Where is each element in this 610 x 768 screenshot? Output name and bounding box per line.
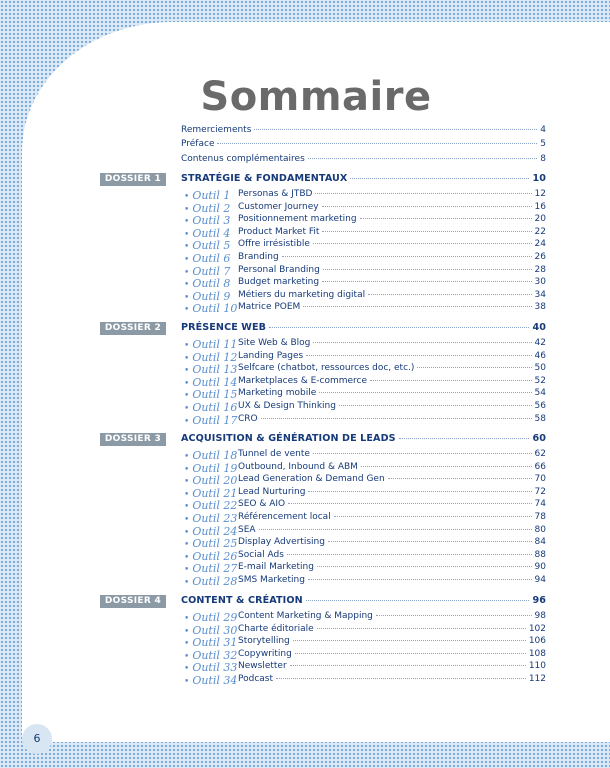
dot-leader	[313, 243, 532, 244]
dot-leader	[295, 653, 526, 654]
outil-number	[184, 252, 240, 265]
bullet-dot: •	[184, 677, 190, 687]
entry-page: 54	[534, 388, 546, 399]
entry-page: 96	[532, 595, 546, 606]
outil-number	[184, 227, 240, 240]
dot-leader	[313, 453, 532, 454]
outil-label: Outil 28	[192, 575, 238, 588]
outil-number	[184, 611, 240, 624]
dot-leader	[259, 529, 532, 530]
tool-entry[interactable]	[238, 661, 546, 674]
outil-label: Outil 9	[192, 289, 231, 303]
outil-number	[184, 302, 240, 315]
tool-entry[interactable]	[238, 388, 546, 401]
entry-label: Marketplaces & E-commerce	[238, 375, 368, 386]
tool-entry[interactable]	[238, 512, 546, 525]
entry-page: 74	[534, 499, 546, 510]
tool-entry[interactable]	[238, 611, 546, 624]
bullet-dot: •	[184, 639, 190, 650]
entry-page: 46	[534, 350, 546, 361]
outil-label: Outil 30	[192, 623, 238, 637]
outil-label: Outil 27	[192, 562, 238, 576]
entry-page: 66	[534, 461, 546, 472]
dossier-badge: DOSSIER 3	[100, 433, 166, 446]
tool-entry[interactable]	[238, 202, 546, 215]
entry-label: Lead Generation & Demand Gen	[238, 474, 385, 485]
outil-label: Outil 21	[192, 486, 238, 500]
bullet-dot: •	[184, 626, 190, 637]
bullet-dot: •	[184, 552, 190, 563]
entry-page: 30	[534, 277, 546, 288]
outil-label: Outil 3	[192, 214, 231, 228]
entry-page: 28	[534, 264, 546, 275]
bullet-dot: •	[184, 378, 190, 389]
entry-page: 52	[534, 375, 546, 386]
tool-entry[interactable]	[238, 624, 546, 637]
entry-page: 20	[534, 214, 546, 225]
entry-page: 78	[534, 512, 546, 522]
dot-leader	[319, 392, 531, 393]
outil-number	[184, 499, 240, 512]
bullet-dot: •	[184, 404, 190, 414]
bullet-dot: •	[184, 255, 190, 265]
dossier-badge: DOSSIER 2	[100, 322, 166, 335]
entry-label: SMS Marketing	[238, 575, 305, 585]
bullet-dot: •	[184, 242, 190, 253]
dossier-badge: DOSSIER 4	[100, 595, 166, 608]
tool-entry[interactable]	[238, 550, 546, 563]
outil-number	[184, 214, 240, 227]
outil-label: Outil 34	[192, 674, 238, 687]
outil-number	[184, 401, 240, 414]
entry-label: Podcast	[238, 674, 274, 684]
dot-leader	[376, 615, 532, 616]
tool-entry[interactable]	[238, 649, 546, 662]
tool-entry[interactable]	[238, 265, 546, 278]
entry-label: Landing Pages	[238, 350, 304, 361]
outil-label: Outil 18	[192, 449, 238, 462]
tool-entry[interactable]	[238, 227, 546, 240]
entry-page: 106	[528, 636, 546, 647]
entry-page: 56	[534, 401, 546, 411]
outil-number	[184, 474, 240, 487]
dot-leader	[417, 367, 531, 368]
tool-entry[interactable]	[238, 239, 546, 252]
entry-label: Tunnel de vente	[238, 449, 310, 459]
entry-label: SEO & AIO	[238, 499, 286, 510]
outil-label: Outil 14	[192, 375, 238, 389]
dot-leader	[217, 143, 537, 144]
outil-label: Outil 22	[192, 499, 238, 513]
entry-label: Product Market Fit	[238, 226, 320, 237]
outil-number	[184, 575, 240, 588]
dot-leader	[399, 438, 530, 439]
outil-label: Outil 26	[192, 549, 238, 563]
entry-label: Référencement local	[238, 512, 331, 522]
entry-page: 80	[534, 524, 546, 535]
outil-label: Outil 1	[192, 189, 231, 202]
outil-number	[184, 537, 240, 550]
entry-label: Display Advertising	[238, 537, 325, 548]
outil-label: Outil 2	[192, 201, 231, 215]
outil-label: Outil 8	[192, 277, 231, 291]
outil-number	[184, 636, 240, 649]
bullet-dot: •	[184, 452, 190, 462]
page-number: 6	[22, 724, 52, 754]
tool-entry[interactable]	[238, 338, 546, 351]
tool-entry[interactable]	[238, 290, 546, 303]
tool-entry[interactable]	[238, 414, 546, 427]
dot-leader	[322, 281, 531, 282]
entry-label: Préface	[181, 139, 215, 149]
entry-label: Budget marketing	[238, 277, 320, 288]
entry-label: ACQUISITION & GÉNÉRATION DE LEADS	[181, 433, 396, 444]
dot-leader	[370, 380, 532, 381]
dot-leader	[323, 269, 532, 270]
outil-number	[184, 487, 240, 500]
outil-label: Outil 12	[192, 350, 238, 364]
entry-label: UX & Design Thinking	[238, 401, 336, 411]
toc-entry[interactable]	[181, 125, 546, 138]
tool-entry[interactable]	[238, 575, 546, 588]
entry-page: 38	[534, 302, 546, 313]
dot-leader	[290, 665, 526, 666]
bullet-dot: •	[184, 353, 190, 364]
entry-page: 98	[534, 611, 546, 621]
outil-number	[184, 525, 240, 538]
bullet-dot: •	[184, 502, 190, 513]
tool-entry[interactable]	[238, 499, 546, 512]
outil-number	[184, 414, 240, 427]
entry-page: 4	[540, 125, 546, 135]
dot-leader	[361, 466, 532, 467]
dot-leader	[306, 600, 530, 601]
dot-leader	[322, 231, 531, 232]
entry-label: Remerciements	[181, 125, 252, 135]
bullet-dot: •	[184, 305, 190, 316]
bullet-dot: •	[184, 292, 190, 303]
outil-label: Outil 5	[192, 239, 231, 253]
entry-label: PRÉSENCE WEB	[181, 322, 267, 333]
toc-entry[interactable]	[181, 139, 546, 152]
dot-leader	[315, 193, 531, 194]
bullet-dot: •	[184, 280, 190, 291]
entry-label: Personal Branding	[238, 264, 320, 275]
outil-number	[184, 462, 240, 475]
entry-page: 42	[534, 338, 546, 348]
entry-page: 10	[532, 173, 546, 184]
tool-entry[interactable]	[238, 462, 546, 475]
entry-page: 112	[528, 674, 546, 684]
dot-leader	[339, 405, 532, 406]
tool-entry[interactable]	[238, 537, 546, 550]
outil-label: Outil 10	[192, 302, 238, 316]
dot-leader	[368, 294, 531, 295]
bullet-dot: •	[184, 192, 190, 202]
outil-number	[184, 290, 240, 303]
entry-label: Métiers du marketing digital	[238, 289, 366, 300]
outil-number	[184, 189, 240, 202]
dot-leader	[388, 478, 532, 479]
bullet-dot: •	[184, 204, 190, 215]
entry-label: STRATÉGIE & FONDAMENTAUX	[181, 173, 348, 184]
outil-number	[184, 277, 240, 290]
entry-page: 94	[534, 575, 546, 585]
entry-label: CRO	[238, 413, 258, 424]
dot-leader	[254, 129, 537, 130]
outil-label: Outil 11	[192, 338, 238, 351]
bullet-dot: •	[184, 341, 190, 351]
entry-label: Personas & JTBD	[238, 189, 313, 199]
tool-entry[interactable]	[238, 189, 546, 202]
entry-page: 102	[528, 623, 546, 634]
bullet-dot: •	[184, 229, 190, 240]
entry-label: Charte éditoriale	[238, 623, 314, 634]
outil-number	[184, 363, 240, 376]
entry-page: 16	[534, 201, 546, 212]
outil-label: Outil 16	[192, 401, 238, 414]
entry-label: Storytelling	[238, 636, 290, 647]
dot-leader	[317, 628, 526, 629]
entry-page: 50	[534, 363, 546, 374]
entry-page: 26	[534, 252, 546, 262]
entry-page: 88	[534, 549, 546, 560]
entry-label: Selfcare (chatbot, ressources doc, etc.)	[238, 363, 415, 374]
bullet-dot: •	[184, 489, 190, 500]
entry-page: 70	[534, 474, 546, 485]
entry-page: 58	[534, 413, 546, 424]
entry-label: Social Ads	[238, 549, 284, 560]
entry-label: Copywriting	[238, 648, 292, 659]
tool-entry[interactable]	[238, 487, 546, 500]
entry-label: Positionnement marketing	[238, 214, 357, 225]
outil-label: Outil 24	[192, 524, 238, 538]
bullet-dot: •	[184, 416, 190, 427]
bullet-dot: •	[184, 527, 190, 538]
dot-leader	[308, 579, 532, 580]
tool-entry[interactable]	[238, 449, 546, 462]
dot-leader	[317, 566, 532, 567]
dot-leader	[261, 418, 532, 419]
dot-leader	[334, 516, 532, 517]
entry-label: Lead Nurturing	[238, 486, 306, 497]
dot-leader	[328, 541, 532, 542]
entry-page: 24	[534, 239, 546, 250]
entry-page: 108	[528, 648, 546, 659]
entry-label: Outbound, Inbound & ABM	[238, 461, 358, 472]
dot-leader	[308, 158, 537, 159]
entry-page: 62	[534, 449, 546, 459]
dot-leader	[287, 554, 532, 555]
dot-leader	[303, 306, 531, 307]
page-title: Sommaire	[200, 74, 432, 120]
outil-label: Outil 31	[192, 636, 238, 650]
bullet-dot: •	[184, 366, 190, 377]
entry-label: SEA	[238, 524, 256, 535]
bullet-dot: •	[184, 651, 190, 662]
dossier-heading[interactable]	[181, 433, 546, 446]
dot-leader	[288, 503, 531, 504]
outil-number	[184, 562, 240, 575]
outil-label: Outil 33	[192, 661, 238, 675]
dot-leader	[308, 491, 531, 492]
dot-leader	[293, 640, 526, 641]
bullet-dot: •	[184, 515, 190, 525]
bullet-dot: •	[184, 614, 190, 624]
tool-entry[interactable]	[238, 674, 546, 687]
entry-label: Site Web & Blog	[238, 338, 311, 348]
dot-leader	[269, 327, 529, 328]
dot-leader	[360, 218, 532, 219]
entry-label: Content Marketing & Mapping	[238, 611, 373, 621]
outil-number	[184, 351, 240, 364]
bullet-dot: •	[184, 464, 190, 475]
dossier-heading[interactable]	[181, 595, 546, 608]
tool-entry[interactable]	[238, 474, 546, 487]
entry-label: Offre irrésistible	[238, 239, 310, 250]
entry-page: 60	[532, 433, 546, 444]
outil-label: Outil 15	[192, 388, 238, 402]
entry-page: 84	[534, 537, 546, 548]
tool-entry[interactable]	[238, 214, 546, 227]
entry-label: Branding	[238, 252, 279, 262]
bullet-dot: •	[184, 664, 190, 675]
entry-page: 12	[534, 189, 546, 199]
outil-number	[184, 512, 240, 525]
outil-number	[184, 449, 240, 462]
outil-label: Outil 25	[192, 537, 238, 551]
tool-entry[interactable]	[238, 302, 546, 315]
tool-entry[interactable]	[238, 351, 546, 364]
outil-number	[184, 239, 240, 252]
bullet-dot: •	[184, 217, 190, 228]
outil-label: Outil 23	[192, 512, 238, 525]
tool-entry[interactable]	[238, 562, 546, 575]
outil-label: Outil 29	[192, 611, 238, 624]
tool-entry[interactable]	[238, 376, 546, 389]
entry-label: Newsletter	[238, 661, 287, 672]
bullet-dot: •	[184, 267, 190, 278]
tool-entry[interactable]	[238, 525, 546, 538]
dossier-badge: DOSSIER 1	[100, 173, 166, 186]
entry-page: 8	[540, 154, 546, 164]
tool-entry[interactable]	[238, 277, 546, 290]
dossier-heading[interactable]	[181, 322, 546, 335]
bullet-dot: •	[184, 540, 190, 551]
entry-page: 110	[528, 661, 546, 672]
entry-page: 72	[534, 486, 546, 497]
outil-number	[184, 338, 240, 351]
dot-leader	[322, 206, 532, 207]
tool-entry[interactable]	[238, 252, 546, 265]
entry-page: 40	[532, 322, 546, 333]
dot-leader	[282, 256, 532, 257]
dossier-heading[interactable]	[181, 173, 546, 186]
toc-entry[interactable]	[181, 154, 546, 167]
entry-page: 5	[540, 139, 546, 149]
entry-page: 90	[534, 562, 546, 573]
entry-label: Matrice POEM	[238, 302, 301, 313]
bullet-dot: •	[184, 578, 190, 588]
outil-label: Outil 17	[192, 413, 238, 427]
entry-label: Customer Journey	[238, 201, 319, 212]
outil-number	[184, 649, 240, 662]
outil-label: Outil 4	[192, 226, 231, 240]
outil-label: Outil 20	[192, 474, 238, 488]
outil-label: Outil 7	[192, 264, 231, 278]
outil-label: Outil 13	[192, 363, 238, 377]
entry-label: Marketing mobile	[238, 388, 317, 399]
bullet-dot: •	[184, 477, 190, 488]
outil-number	[184, 550, 240, 563]
entry-label: Contenus complémentaires	[181, 154, 305, 164]
entry-label: E-mail Marketing	[238, 562, 314, 573]
tool-entry[interactable]	[238, 636, 546, 649]
entry-page: 34	[534, 289, 546, 300]
outil-number	[184, 624, 240, 637]
bullet-dot: •	[184, 565, 190, 576]
outil-label: Outil 6	[192, 252, 231, 265]
tool-entry[interactable]	[238, 363, 546, 376]
outil-number	[184, 661, 240, 674]
outil-label: Outil 32	[192, 648, 238, 662]
dot-leader	[350, 178, 529, 179]
entry-page: 22	[534, 226, 546, 237]
dot-leader	[306, 355, 531, 356]
outil-number	[184, 376, 240, 389]
bullet-dot: •	[184, 391, 190, 402]
dot-leader	[276, 678, 526, 679]
entry-label: CONTENT & CRÉATION	[181, 595, 303, 606]
outil-number	[184, 202, 240, 215]
dot-leader	[313, 342, 531, 343]
outil-number	[184, 674, 240, 687]
tool-entry[interactable]	[238, 401, 546, 414]
outil-number	[184, 265, 240, 278]
outil-number	[184, 388, 240, 401]
outil-label: Outil 19	[192, 461, 238, 475]
